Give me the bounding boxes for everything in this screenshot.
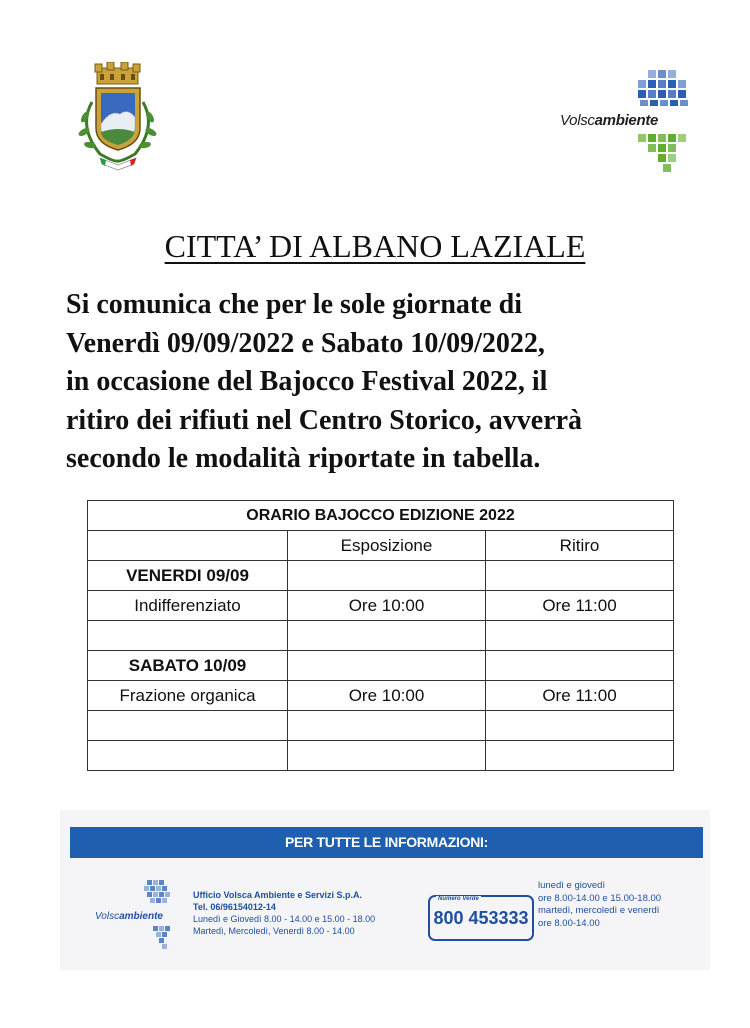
table-cell (486, 651, 674, 681)
table-title: ORARIO BAJOCCO EDIZIONE 2022 (88, 501, 674, 531)
hours-line: ore 8.00-14.00 e 15.00-18.00 (538, 892, 662, 904)
footer-wordmark: Volscambiente (95, 911, 163, 922)
notice-line: ritiro dei rifiuti nel Centro Storico, avverrà (66, 404, 583, 436)
notice-line: secondo le modalità riportate in tabella. (66, 443, 541, 474)
day-label: SABATO 10/09 (88, 651, 288, 681)
pickup-time: Ore 11:00 (486, 681, 674, 711)
city-title: CITTA’ DI ALBANO LAZIALE (164, 228, 586, 264)
table-cell (88, 741, 288, 771)
exposition-time: Ore 10:00 (288, 591, 486, 621)
green-number: 800 453333 (433, 908, 529, 928)
notice-line: Venerdì 09/09/2022 e Sabato 10/09/2022, (66, 327, 545, 359)
volscambiente-logo (560, 62, 710, 177)
notice-line: Si comunica che per le sole giornate di (66, 289, 522, 320)
notice-text (66, 286, 706, 479)
albano-coat-of-arms-icon (70, 62, 165, 177)
office-name: Ufficio Volsca Ambiente e Servizi S.p.A. (193, 890, 363, 900)
office-hours: Lunedì e Giovedì 8.00 - 14.00 e 15.00 - 18.00 (193, 914, 376, 924)
table-header-row (88, 531, 674, 561)
pickup-time: Ore 11:00 (486, 591, 674, 621)
office-contacts (193, 889, 375, 937)
collection-schedule-table (87, 500, 674, 771)
table-row (88, 621, 674, 651)
table-cell (288, 741, 486, 771)
table-cell (288, 561, 486, 591)
table-cell (88, 621, 288, 651)
info-banner: PER TUTTE LE INFORMAZIONI: (70, 827, 703, 858)
column-header-pickup: Ritiro (486, 531, 674, 561)
hours-line: lunedì e giovedì (538, 880, 606, 891)
volscambiente-wordmark: Volscambiente (560, 112, 659, 129)
table-cell (486, 711, 674, 741)
green-number-label: Numero Verde (438, 896, 479, 902)
office-hours: Martedì, Mercoledì, Venerdì 8.00 - 14.00 (193, 926, 355, 936)
table-cell (288, 621, 486, 651)
table-cell (288, 711, 486, 741)
table-cell (486, 561, 674, 591)
table-cell (486, 741, 674, 771)
table-cell (486, 621, 674, 651)
notice-line: in occasione del Bajocco Festival 2022, il (66, 366, 548, 397)
table-cell (288, 651, 486, 681)
table-cell (88, 711, 288, 741)
table-row (88, 561, 674, 591)
waste-type: Frazione organica (88, 681, 288, 711)
footer-volscambiente-logo (95, 878, 190, 953)
office-phone: Tel. 06/96154012-14 (193, 902, 276, 912)
table-row (88, 681, 674, 711)
table-row (88, 651, 674, 681)
hours-line: martedì, mercoledì e venerdì (538, 905, 660, 916)
green-number-box (428, 895, 534, 941)
hours-line: ore 8.00-14.00 (538, 917, 600, 929)
table-row (88, 591, 674, 621)
column-header-exposition: Esposizione (288, 531, 486, 561)
table-row (88, 741, 674, 771)
table-cell (88, 531, 288, 561)
waste-type: Indifferenziato (88, 591, 288, 621)
table-row (88, 711, 674, 741)
table-title-row (88, 501, 674, 531)
green-number-hours (538, 880, 688, 930)
exposition-time: Ore 10:00 (288, 681, 486, 711)
day-label: VENERDI 09/09 (88, 561, 288, 591)
